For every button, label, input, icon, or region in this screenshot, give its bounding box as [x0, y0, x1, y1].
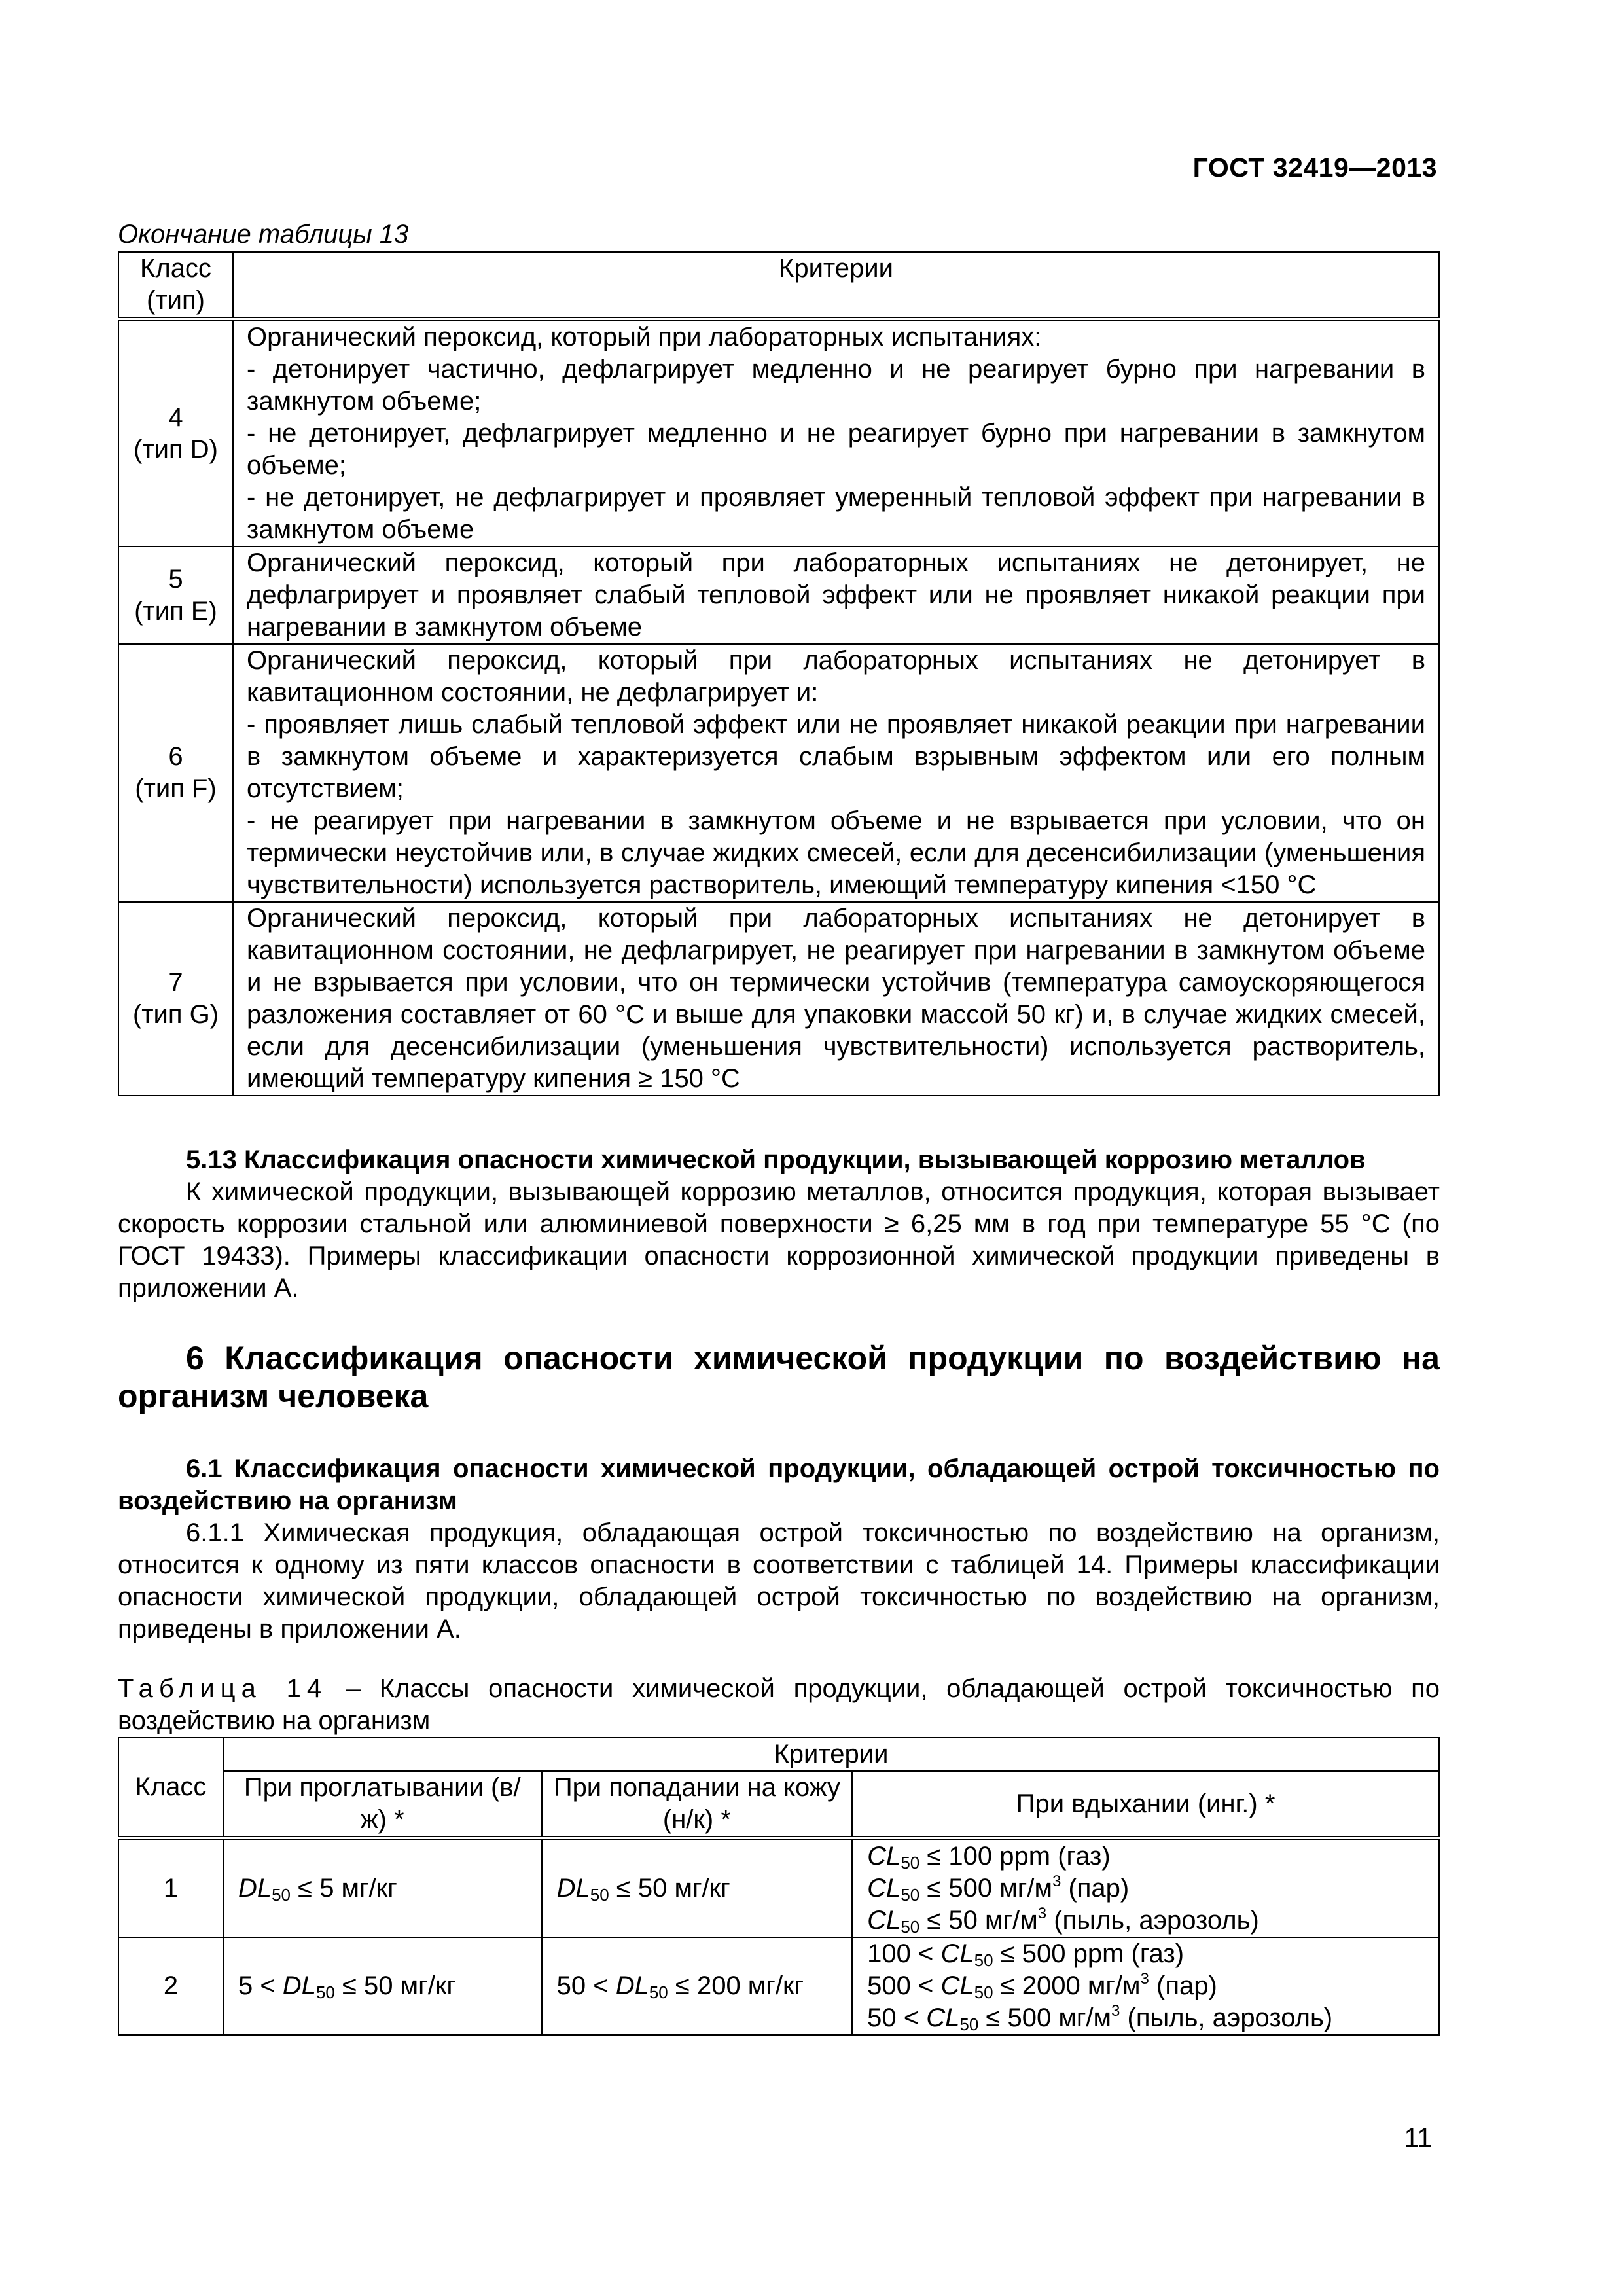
class-number: 5 — [168, 564, 183, 594]
dermal-cell — [542, 1839, 853, 1938]
inhalation-line — [867, 2002, 1424, 2034]
subscript-50: 50 — [649, 1982, 668, 2002]
value-text: ≤ 50 мг/кг — [334, 1971, 456, 2000]
table-14-header-inhalation: При вдыхании (инг.) * — [852, 1771, 1439, 1839]
dl-symbol: DL — [282, 1971, 316, 2000]
criteria-text: - детонирует частично, дефлагрирует медленно и не реагирует бурно при нагревании в замкнутом объеме; — [247, 355, 1425, 416]
superscript-3: 3 — [1111, 2002, 1120, 2020]
subscript-50: 50 — [272, 1885, 291, 1905]
inhalation-line — [867, 1938, 1424, 1970]
table-13-header-criteria: Критерии — [233, 252, 1439, 319]
table-13-row — [118, 644, 1439, 902]
criteria-text: Органический пероксид, который при лабораторных испытаниях не детонирует в кавитационном состоянии, не дефлагрирует, не реагирует при нагревании в замкнутом объеме и не взрывается при условии, что он термически устойчив (температура самоускоряющегося разложения составляет от 60 °C и выше для упаковки массой 50 кг) и, в случае жидких смесей, если для десенсибилизации (уменьшения чувствительности) используется растворитель, имеющий температуру кипения ≥ 150 °C — [247, 904, 1425, 1093]
superscript-3: 3 — [1140, 1970, 1149, 1988]
class-number: 4 — [168, 403, 183, 432]
section-6-1-1-body: 6.1.1 Химическая продукция, обладающая острой токсичностью по воздействию на организм, относится к одному из пяти классов опасности в соответствии с таблицей 14. Примеры классификации опасности химической продукции, обладающей острой токсичностью по воздействию на организм, приведены в приложении А. — [118, 1518, 1440, 1643]
chapter-6-heading: 6 Классификация опасности химической продукции по воздействию на организм человека — [118, 1340, 1440, 1414]
table-14-header-oral: При проглатывании (в/ж) * — [223, 1771, 542, 1839]
class-cell — [118, 547, 233, 644]
class-number: 7 — [168, 968, 183, 997]
cl-symbol: CL — [867, 1906, 901, 1935]
class-cell: 1 — [118, 1839, 223, 1938]
value-prefix: 50 < — [556, 1971, 616, 2000]
cl-symbol: CL — [926, 2003, 960, 2032]
criteria-text: - не детонирует, дефлагрирует медленно и не реагирует бурно при нагревании в замкнутом объеме; — [247, 419, 1425, 480]
table-13-header-class: Класс (тип) — [118, 252, 233, 319]
document-code: ГОСТ 32419—2013 — [1192, 152, 1437, 183]
value-text: ≤ 100 ppm (газ) — [919, 1842, 1111, 1871]
oral-cell — [223, 1937, 542, 2035]
value-tail: (пар) — [1149, 1971, 1217, 2000]
section-5-13-body: К химической продукции, вызывающей коррозию металлов, относится продукция, которая вызывает скорость коррозии стальной или алюминиевой поверхности ≥ 6,25 мм в год при температуре 55 °C (по ГОСТ 19433). Примеры классификации опасности коррозионной химической продукции приведены в приложении А. — [118, 1177, 1440, 1302]
criteria-cell — [233, 547, 1439, 644]
dl-symbol: DL — [238, 1874, 272, 1903]
cl-symbol: CL — [940, 1939, 974, 1968]
value-prefix: 50 < — [867, 2003, 927, 2032]
table-13-row — [118, 547, 1439, 644]
page-number: 11 — [1404, 2123, 1432, 2153]
table-14-row — [118, 1937, 1439, 2035]
dermal-cell — [542, 1937, 853, 2035]
inhalation-line — [867, 1873, 1424, 1905]
subscript-50: 50 — [901, 1853, 920, 1873]
inhalation-line — [867, 1840, 1424, 1873]
superscript-3: 3 — [1037, 1905, 1047, 1922]
class-cell — [118, 319, 233, 547]
table-14-header-row — [118, 1738, 1439, 1771]
value-prefix: 100 < — [867, 1939, 941, 1968]
oral-cell — [223, 1839, 542, 1938]
superscript-3: 3 — [1052, 1873, 1061, 1890]
table-14-label: Таблица 14 — [118, 1674, 328, 1703]
value-tail: (пар) — [1061, 1874, 1130, 1903]
cl-symbol: CL — [867, 1842, 901, 1871]
dl-symbol: DL — [615, 1971, 649, 2000]
value-text: ≤ 500 мг/м — [978, 2003, 1112, 2032]
subscript-50: 50 — [959, 2015, 979, 2034]
section-6-1 — [118, 1453, 1440, 1645]
subscript-50: 50 — [590, 1885, 609, 1905]
subscript-50: 50 — [901, 1885, 920, 1905]
class-cell — [118, 902, 233, 1096]
value-text: ≤ 5 мг/кг — [291, 1874, 397, 1903]
value-prefix: 5 < — [238, 1971, 283, 2000]
table-14-row — [118, 1839, 1439, 1938]
class-type: (тип D) — [134, 435, 218, 464]
section-6-1-heading: 6.1 Классификация опасности химической продукции, обладающей острой токсичностью по воздействию на организм — [118, 1454, 1440, 1515]
subscript-50: 50 — [974, 1950, 993, 1970]
criteria-text: Органический пероксид, который при лабораторных испытаниях не детонирует, не дефлагрирует и проявляет слабый тепловой эффект или не проявляет никакой реакции при нагревании в замкнутом объеме — [247, 548, 1425, 641]
table-13 — [118, 251, 1440, 1096]
class-type: (тип G) — [132, 1000, 219, 1029]
inhalation-cell — [852, 1937, 1439, 2035]
table-13-row — [118, 902, 1439, 1096]
value-text: ≤ 50 мг/м — [919, 1906, 1038, 1935]
section-5-13-heading: 5.13 Классификация опасности химической продукции, вызывающей коррозию металлов — [186, 1145, 1366, 1174]
cl-symbol: CL — [867, 1874, 901, 1903]
inhalation-line — [867, 1970, 1424, 2002]
cl-symbol: CL — [940, 1971, 974, 2000]
criteria-cell — [233, 319, 1439, 547]
value-tail: (пыль, аэрозоль) — [1046, 1906, 1259, 1935]
class-cell — [118, 644, 233, 902]
criteria-text: - не реагирует при нагревании в замкнутом объеме и не взрывается при условии, что он термически неустойчив или, в случае жидких смесей, если для десенсибилизации (уменьшения чувствительности) используется растворитель, имеющий температуру кипения <150 °C — [247, 806, 1425, 899]
class-cell: 2 — [118, 1937, 223, 2035]
value-prefix: 500 < — [867, 1971, 941, 2000]
criteria-text: Органический пероксид, который при лабораторных испытаниях: — [247, 323, 1042, 351]
table-14-header-dermal: При попадании на кожу (н/к) * — [542, 1771, 853, 1839]
table-14-header-criteria: Критерии — [223, 1738, 1439, 1771]
criteria-cell — [233, 902, 1439, 1096]
criteria-text: Органический пероксид, который при лабораторных испытаниях не детонирует в кавитационном состоянии, не дефлагрирует и: — [247, 646, 1425, 707]
table-14 — [118, 1737, 1440, 2036]
table-14-caption — [118, 1673, 1440, 1737]
class-number: 6 — [168, 742, 183, 771]
criteria-text: - проявляет лишь слабый тепловой эффект или не проявляет никакой реакции при нагревании в замкнутом объеме и характеризуется слабым взрывным эффектом или его полным отсутствием; — [247, 710, 1425, 803]
value-text: ≤ 200 мг/кг — [668, 1971, 804, 2000]
subscript-50: 50 — [974, 1982, 993, 2002]
table-14-header-class: Класс — [118, 1738, 223, 1839]
value-text: ≤ 500 мг/м — [919, 1874, 1052, 1903]
table-14-subheader-row — [118, 1771, 1439, 1839]
section-5-13 — [118, 1144, 1440, 1304]
criteria-cell — [233, 644, 1439, 902]
inhalation-cell — [852, 1839, 1439, 1938]
class-type: (тип F) — [135, 774, 217, 803]
table-13-row — [118, 319, 1439, 547]
value-text: ≤ 500 ppm (газ) — [993, 1939, 1185, 1968]
inhalation-line — [867, 1905, 1424, 1937]
value-text: ≤ 50 мг/кг — [609, 1874, 730, 1903]
dl-symbol: DL — [556, 1874, 590, 1903]
table-13-header-row — [118, 252, 1439, 319]
table-13-continuation-caption: Окончание таблицы 13 — [118, 220, 409, 249]
class-type: (тип E) — [134, 596, 217, 626]
table-14-title: – Классы опасности химической продукции, обладающей острой токсичностью по воздействию на организм — [118, 1674, 1440, 1735]
value-text: ≤ 2000 мг/м — [993, 1971, 1141, 2000]
criteria-text: - не детонирует, не дефлагрирует и проявляет умеренный тепловой эффект при нагревании в замкнутом объеме — [247, 483, 1425, 544]
subscript-50: 50 — [901, 1917, 920, 1937]
subscript-50: 50 — [315, 1982, 335, 2002]
value-tail: (пыль, аэрозоль) — [1120, 2003, 1333, 2032]
